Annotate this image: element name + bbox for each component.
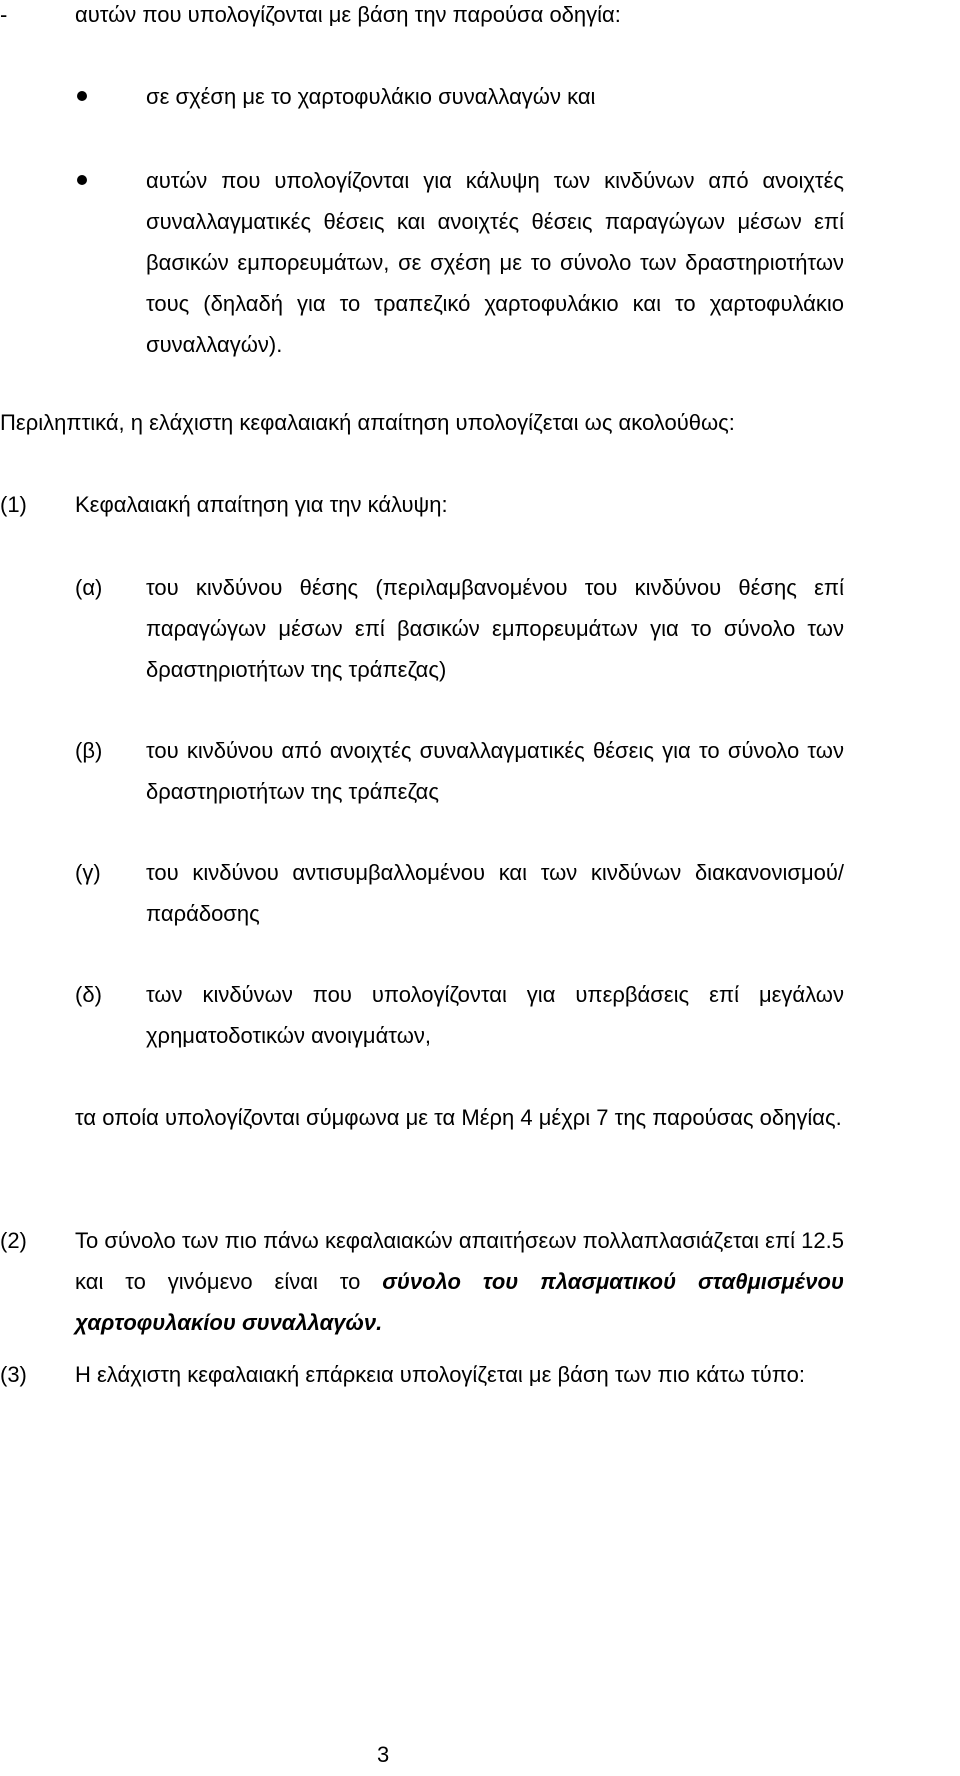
bullet-dot (77, 91, 87, 101)
item-2-text-emphasis: σύνολο του πλασματικού σταθμισμένου χαρτοφυλακίου συναλλαγών. (75, 1269, 844, 1335)
bullet-item-1: σε σχέση με το χαρτοφυλάκιο συναλλαγών και (146, 84, 596, 109)
dash-item-text: αυτών που υπολογίζονται με βάση την παρούσα οδηγία: (75, 2, 621, 27)
subitem-label-a: (α) (75, 575, 103, 600)
item-2-text-plain: Το σύνολο των πιο πάνω κεφαλαιακών απαιτήσεων πολλαπλασιάζεται επί 12.5 και το γινόμενο είναι το (75, 1228, 844, 1294)
summary-sentence: Περιληπτικά, η ελάχιστη κεφαλαιακή απαίτηση υπολογίζεται ως ακολούθως: (0, 410, 735, 435)
item-1-text: Κεφαλαιακή απαίτηση για την κάλυψη: (75, 492, 448, 517)
subitem-label-c: (γ) (75, 860, 101, 885)
subitem-text-c: του κινδύνου αντισυμβαλλομένου και των κινδύνων διακανονισμού/παράδοσης (146, 860, 844, 926)
subitem-text-b: του κινδύνου από ανοιχτές συναλλαγματικές θέσεις για το σύνολο των δραστηριοτήτων της τράπεζας (146, 738, 844, 804)
item-3-text: Η ελάχιστη κεφαλαιακή επάρκεια υπολογίζεται με βάση των πιο κάτω τύπο: (75, 1362, 805, 1387)
subitem-text-a: του κινδύνου θέσης (περιλαμβανομένου του κινδύνου θέσης επί παραγώγων μέσων επί βασικών εμπορευμάτων για το σύνολο των δραστηριοτήτων της τράπεζας) (146, 575, 844, 682)
item-2-number: (2) (0, 1228, 27, 1253)
item-2-text (75, 1220, 844, 1343)
subitem-text-d: των κινδύνων που υπολογίζονται για υπερβάσεις επί μεγάλων χρηματοδοτικών ανοιγμάτων, (146, 982, 844, 1048)
subitem-label-b: (β) (75, 738, 103, 763)
item-3-number: (3) (0, 1362, 27, 1387)
bullet-item-2: αυτών που υπολογίζονται για κάλυψη των κινδύνων από ανοιχτές συναλλαγματικές θέσεις και ανοιχτές θέσεις παραγώγων μέσων επί βασικών εμπορευμάτων, σε σχέση με το σύνολο των δραστηριοτήτων τους (δηλαδή για το τραπεζικό χαρτοφυλάκιο και το χαρτοφυλάκιο συναλλαγών). (146, 168, 844, 357)
subitem-label-d: (δ) (75, 982, 102, 1007)
item-1-tail-text: τα οποία υπολογίζονται σύμφωνα με τα Μέρη 4 μέχρι 7 της παρούσας οδηγίας. (75, 1105, 842, 1130)
dash-marker: - (0, 2, 8, 27)
page-number: 3 (377, 1742, 390, 1767)
item-1-number: (1) (0, 492, 27, 517)
bullet-dot (77, 175, 87, 185)
